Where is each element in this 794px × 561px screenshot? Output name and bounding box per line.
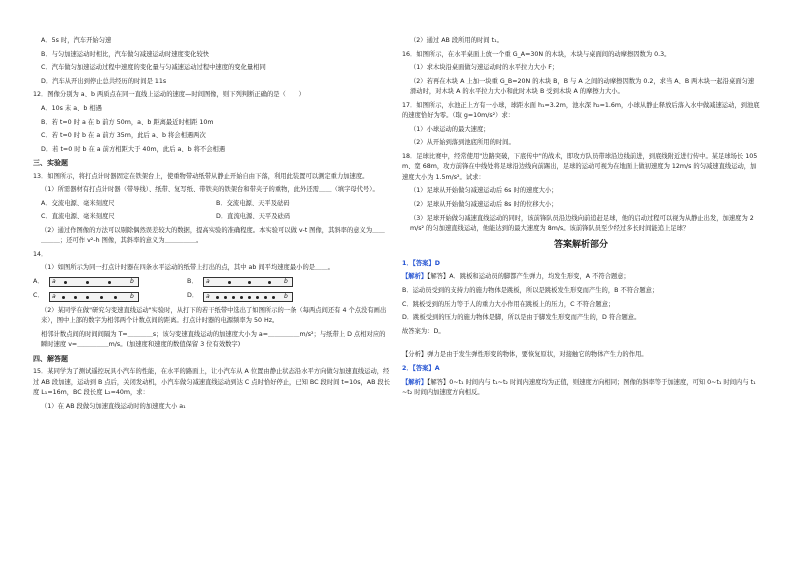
q13-option-b: B．交流电源、天平及砝码: [216, 199, 290, 207]
tape-a-end: b: [130, 278, 134, 286]
tape-row-ab: [33, 277, 391, 287]
tape-dot: [108, 281, 111, 284]
q11-option-b: B．与匀加速运动时相比，汽车做匀减速运动时速度变化较快: [41, 50, 210, 58]
answer-1-header: [402, 259, 760, 269]
answer-1-solution: [402, 272, 760, 282]
tape-dot: [240, 296, 243, 299]
tape-dot: [256, 296, 259, 299]
answer-2-solution-tag: 【解析】: [402, 378, 428, 386]
section-solution: 四、解答题: [33, 354, 68, 363]
answer-2-solution: [402, 378, 760, 399]
tape-row-cd: [33, 291, 391, 301]
tape-dot: [248, 296, 251, 299]
tape-dot: [62, 296, 65, 299]
answer-1-b: B．运动员受到的支持力的施力物体是跳板，所以是跳板发生形变而产生的，B 不符合题意；: [402, 286, 659, 294]
answer-1-solution-text: 【解答】A．跳板和运动员的脚都产生弹力，均发生形变，A 不符合题意；: [427, 273, 630, 281]
q11-option-a: A．5s 时，汽车开始匀速: [41, 37, 112, 44]
q18-part2: （2）足球从开始做匀减速运动后 8s 时的位移大小；: [410, 200, 558, 208]
tape-dot: [248, 281, 251, 284]
q12-option-d: D．若 t=0 时 b 在 a 前方相距大于 40m，此后 a、b 将不会相遇: [41, 145, 226, 153]
q17-part1: （1）小球运动的最大速度；: [410, 125, 490, 133]
tape-label-c: C．: [33, 292, 44, 300]
q13-option-d: D．直流电源、天平及砝码: [216, 213, 291, 221]
q13-options-row1: [41, 199, 391, 209]
answer-1-number: 1．: [402, 259, 413, 267]
q13-options-row2: [41, 212, 391, 222]
tape-dot: [268, 281, 271, 284]
q15-part1: （1）在 AB 段做匀加速直线运动时的加速度大小 a₁: [41, 402, 186, 410]
tape-d-strip: [203, 292, 293, 302]
answer-1-key: 【答案】D: [412, 259, 440, 267]
right-column: [402, 36, 760, 402]
tape-a-strip: [49, 277, 139, 287]
answer-1-c: C．跳板受到的压力等于人的重力大小作用在跳板上的压力，C 不符合题意；: [402, 300, 615, 308]
tape-c-strip: [49, 292, 139, 302]
tape-d-end: b: [284, 292, 288, 300]
q14-part2: （2）某同学在做"研究匀变速直线运动"实验时，从打下的若干纸带中选出了如图所示的一条（每两点间还有 4 个点没有画出来），图中上部的数字为相邻两个计数点间的距离。打点计时器的电源频率为 50 Hz。: [41, 306, 387, 325]
q16-part1: （1）求木块沿桌面做匀速运动时的水平拉力大小 F；: [410, 64, 559, 72]
tape-dot: [74, 296, 77, 299]
tape-dot: [100, 296, 103, 299]
q13-stem: 13．如图所示，将打点计时器固定在铁架台上，使重物带动纸带从静止开始自由下落，利用此装置可以测定重力加速度。: [33, 172, 369, 180]
answer-2-solution-text: 【解答】0~t₁ 时间内与 t₁~t₂ 时间内速度均为正值，则速度方向相同；图像的斜率等于加速度，可知 0~t₁ 时间内与 t₁~t₂ 时间内加速度方向相反。: [402, 378, 756, 396]
tape-label-d: D．: [187, 292, 199, 300]
q18-stem: 18．足球比赛中，经常使用"边路突破，下底传中"的战术，即攻方队员带球沿边线前进，到底线附近进行传中。某足球场长 105m、宽 68m，攻方前锋在中线处将足球沿边线向前踢出，足球的运动可视为在地面上做初速度为 12m/s 的匀减速直线运动，加速度大小为 1.5m/s²。试求：: [402, 152, 758, 181]
q14-part1: （1）如图所示为同一打点计时器在四条水平运动的纸带上打出的点，其中 ab 间平均速度最小的是＿＿。: [41, 264, 334, 272]
tape-d-start: a: [206, 292, 210, 300]
q17-stem: 17．如图所示，水池正上方有一小球，球距水面 h₁=3.2m，池水深 h₂=1.6m，小球从静止释放后落入水中做减速运动，到池底的速度恰好为零。（取 g=10m/s²）求：: [402, 101, 760, 120]
answer-1-d: D．跳板受到的压力的施力物体是脚，所以是由于脚发生形变而产生的，D 符合题意。: [402, 314, 641, 322]
answer-section-title: 答案解析部分: [553, 240, 608, 251]
q12-option-c: C．若 t=0 时 b 在 a 前方 35m，此后 a、b 将会相遇两次: [41, 132, 206, 140]
answer-1-final: 故答案为：D。: [402, 327, 445, 335]
answer-1-solution-tag: 【解析】: [402, 273, 428, 281]
tape-b-end: b: [284, 278, 288, 286]
q12-option-a: A．10s 末 a、b 相遇: [41, 104, 102, 112]
q11-option-d: D．汽车从开出到停止总共经历的时间是 11s: [41, 77, 167, 85]
tape-b-start: a: [206, 278, 210, 286]
tape-label-b: B．: [187, 277, 198, 285]
q18-part3: （3）足球开始做匀减速直线运动的同时，该前锋队员沿边线向前追赶足球，他的启动过程可以视为从静止出发，加速度为 2m/s² 的匀加速直线运动，他能达到的最大速度为 8m/s。该前锋队员至少经过多长时间能追上足球？: [410, 214, 754, 232]
q14-part3: 相邻计数点间的时间间隔为 T=＿＿＿＿s；该匀变速直线运动的加速度大小为 a=＿＿＿＿＿m/s²；与纸带上 D 点相对应的瞬时速度 v=＿＿＿＿＿m/s。(加速度和速度的数值保留 3 位有效数字): [41, 330, 386, 349]
answer-2-header: [402, 364, 760, 374]
q14-number: 14．: [33, 250, 48, 258]
tape-c-end: b: [130, 292, 134, 300]
q13-part2: （2）通过作图像的方法可以剔除偶然误差较大的数据，提高实验的准确程度。本实验可以做 v-t 图像，其斜率的意义为＿＿＿＿＿；还可作 v²-h 图像，其斜率的意义为＿＿＿＿＿。: [41, 226, 385, 245]
q12-option-b: B．若 t=0 时 a 在 b 前方 50m，a、b 距离最近时相距 10m: [41, 118, 214, 126]
q13-option-c: C．直流电源、毫米刻度尺: [41, 213, 115, 221]
answer-2-key: 【答案】A: [412, 364, 440, 372]
q15-stem: 15．某同学为了测试遥控玩具小汽车的性能，在水平的路面上，让小汽车从 A 位置由静止状态沿水平方向做匀加速直线运动，经过 AB 段加速，运动到 B 点后，关闭发动机，小汽车做匀减速直线运动到达 C 点时恰好停止，已知 BC 段时间 t=10s，AB 段长度 L₁=16m，BC 段长度 L₂=40m，求：: [33, 368, 390, 396]
left-column: [33, 36, 391, 415]
tape-dot: [86, 296, 89, 299]
tape-dot: [232, 296, 235, 299]
tape-b-strip: [203, 277, 293, 287]
tape-dot: [64, 281, 67, 284]
tape-dot: [264, 296, 267, 299]
q18-part1: （1）足球从开始做匀减速运动后 6s 时的速度大小；: [410, 187, 558, 195]
q16-part2: （2）若再在木块 A 上加一块重 G_B=20N 的木块 B，B 与 A 之间的动摩擦因数为 0.2，求当 A、B 两木块一起沿桌面匀速滑动时，对木块 A 的水平拉力大小和此时木块 B 受到木块 A 的摩擦力大小。: [410, 77, 755, 96]
q16-stem: 16．如图所示，在水平桌面上放一个重 G_A=30N 的木块，木块与桌面间的动摩擦因数为 0.3。: [402, 50, 671, 58]
answer-1-analysis: 【分析】弹力是由于发生弹性形变的物体，要恢复原状，对接触它的物体产生力的作用。: [402, 351, 648, 359]
q15-part2: （2）通过 AB 段所用的时间 t₁。: [410, 37, 503, 44]
q17-part2: （2）从开始到落到池底所用的时间。: [410, 139, 515, 147]
tape-dot: [114, 296, 117, 299]
answer-2-number: 2．: [402, 364, 413, 372]
tape-dot: [224, 296, 227, 299]
tape-a-start: a: [52, 278, 56, 286]
q13-part1: （1）所需器材有打点计时器（带导线）、纸带、复写纸、带铁夹的铁架台和带夹子的重物，此外还需＿＿（填字母代号）。: [41, 186, 379, 194]
tape-c-start: a: [52, 292, 56, 300]
tape-dot: [216, 296, 219, 299]
tape-dot: [86, 281, 89, 284]
q12-stem: 12．图像分别为 a、b 两质点在同一直线上运动的速度—时间图像，则下列判断正确的是（ ）: [33, 91, 305, 99]
tape-dot: [272, 296, 275, 299]
tape-label-a: A．: [33, 277, 44, 285]
q13-option-a: A．交流电源、毫米刻度尺: [41, 199, 115, 207]
spacer: [402, 340, 760, 350]
section-experiment: 三、实验题: [33, 159, 68, 168]
q11-option-c: C．汽车做匀加速运动过程中速度的变化量与匀减速运动过程中速度的变化量相同: [41, 64, 266, 72]
tape-dot: [228, 281, 231, 284]
